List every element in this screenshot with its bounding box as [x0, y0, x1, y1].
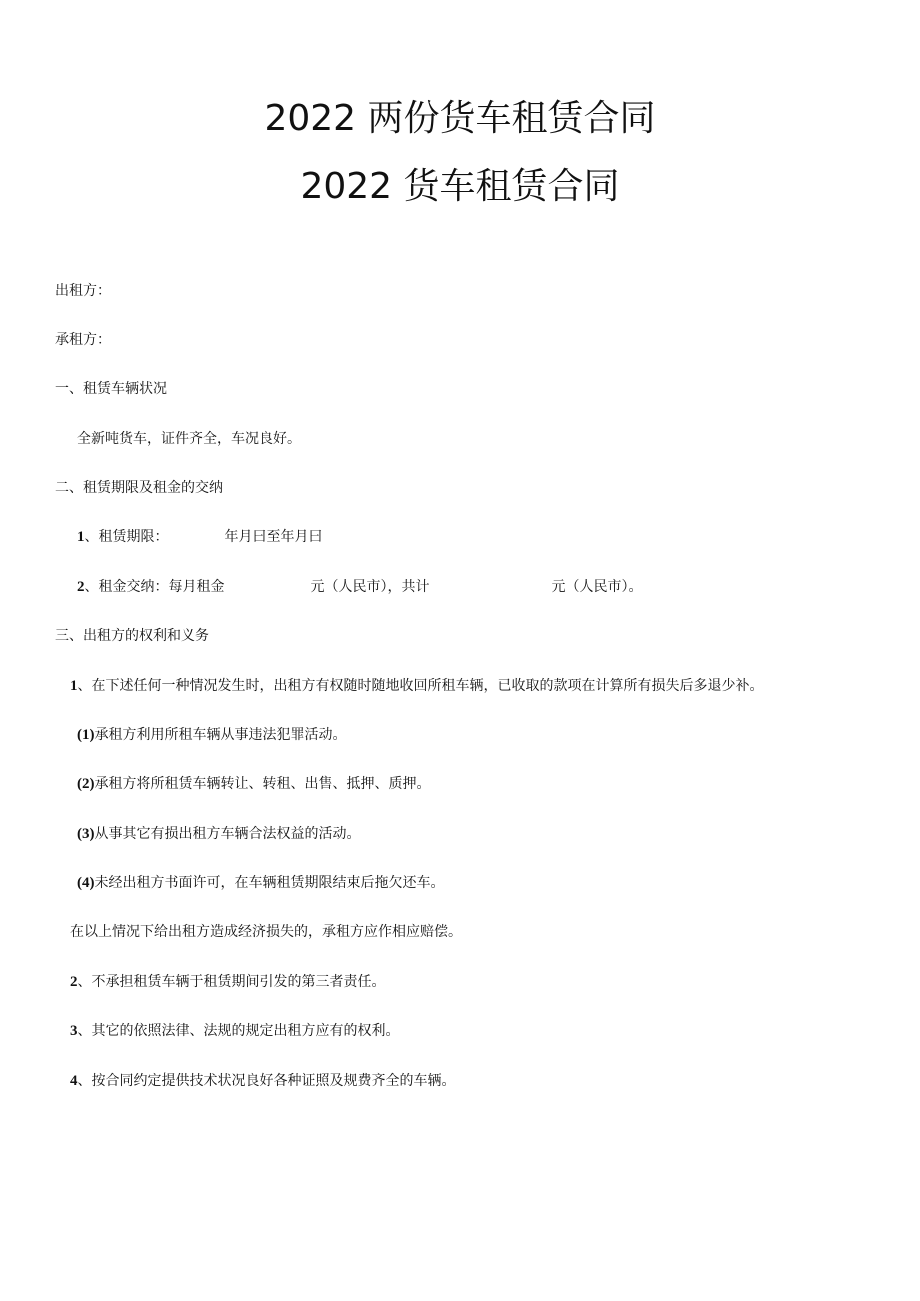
item-label: 、租赁期限： — [84, 529, 169, 545]
section-3-item-4 — [70, 1072, 456, 1090]
item-number: 1 — [77, 529, 85, 545]
item-number: 2 — [77, 579, 85, 595]
section-3-item-3 — [70, 1022, 400, 1040]
lease-period-value: 年月曰至年月曰 — [224, 529, 323, 545]
sub-number: (2) — [77, 776, 95, 792]
sub-number: (1) — [77, 727, 95, 743]
section-1-heading: 一、租赁车辆状况 — [55, 381, 167, 397]
item-text: 、不承担租赁车辆于租赁期间引发的第三者责任。 — [77, 974, 386, 990]
section-3-sub-1 — [77, 726, 347, 744]
rent-unit-total: 元（人民市）。 — [551, 579, 643, 595]
item-text: 、在下述任何一种情况发生时，出租方有权随时随地收回所租车辆，已收取的款项在计算所有损失后多退少补。 — [77, 678, 764, 694]
section-3-item-1 — [70, 677, 764, 695]
item-number: 1 — [70, 678, 78, 694]
document-subtitle: 2022 货车租赁合同 — [300, 166, 620, 207]
section-1-body: 全新吨货车，证件齐全，车况良好。 — [77, 431, 301, 447]
item-label: 、租金交纳：每月租金 — [84, 579, 225, 595]
section-3-sub-4 — [77, 874, 445, 892]
item-text: 、其它的依照法律、法规的规定出租方应有的权利。 — [77, 1023, 400, 1039]
rent-unit-monthly: 元（人民市），共计 — [310, 579, 430, 595]
item-text: 、按合同约定提供技术状况良好各种证照及规费齐全的车辆。 — [77, 1073, 456, 1089]
sub-text: 承租方将所租赁车辆转让、转租、出售、抵押、质押。 — [94, 776, 431, 792]
section-3-note: 在以上情况下给出租方造成经济损失的，承租方应作相应赔偿。 — [70, 924, 462, 940]
section-3-sub-2 — [77, 775, 431, 793]
sub-number: (3) — [77, 826, 95, 842]
section-3-item-2 — [70, 973, 386, 991]
section-3-sub-3 — [77, 825, 361, 843]
lessor-label: 出租方： — [55, 283, 111, 299]
item-number: 4 — [70, 1073, 78, 1089]
sub-number: (4) — [77, 875, 95, 891]
section-2-heading: 二、租赁期限及租金的交纳 — [55, 480, 223, 496]
item-number: 2 — [70, 974, 78, 990]
document-title: 2022 两份货车租赁合同 — [264, 98, 656, 139]
item-number: 3 — [70, 1023, 78, 1039]
lessee-label: 承租方： — [55, 332, 111, 348]
sub-text: 未经出租方书面许可，在车辆租赁期限结束后拖欠还车。 — [94, 875, 445, 891]
section-2-item-1 — [77, 528, 323, 546]
sub-text: 从事其它有损出租方车辆合法权益的活动。 — [94, 826, 361, 842]
section-3-heading: 三、出租方的权利和义务 — [55, 628, 209, 644]
sub-text: 承租方利用所租车辆从事违法犯罪活动。 — [94, 727, 347, 743]
section-2-item-2 — [77, 578, 643, 596]
